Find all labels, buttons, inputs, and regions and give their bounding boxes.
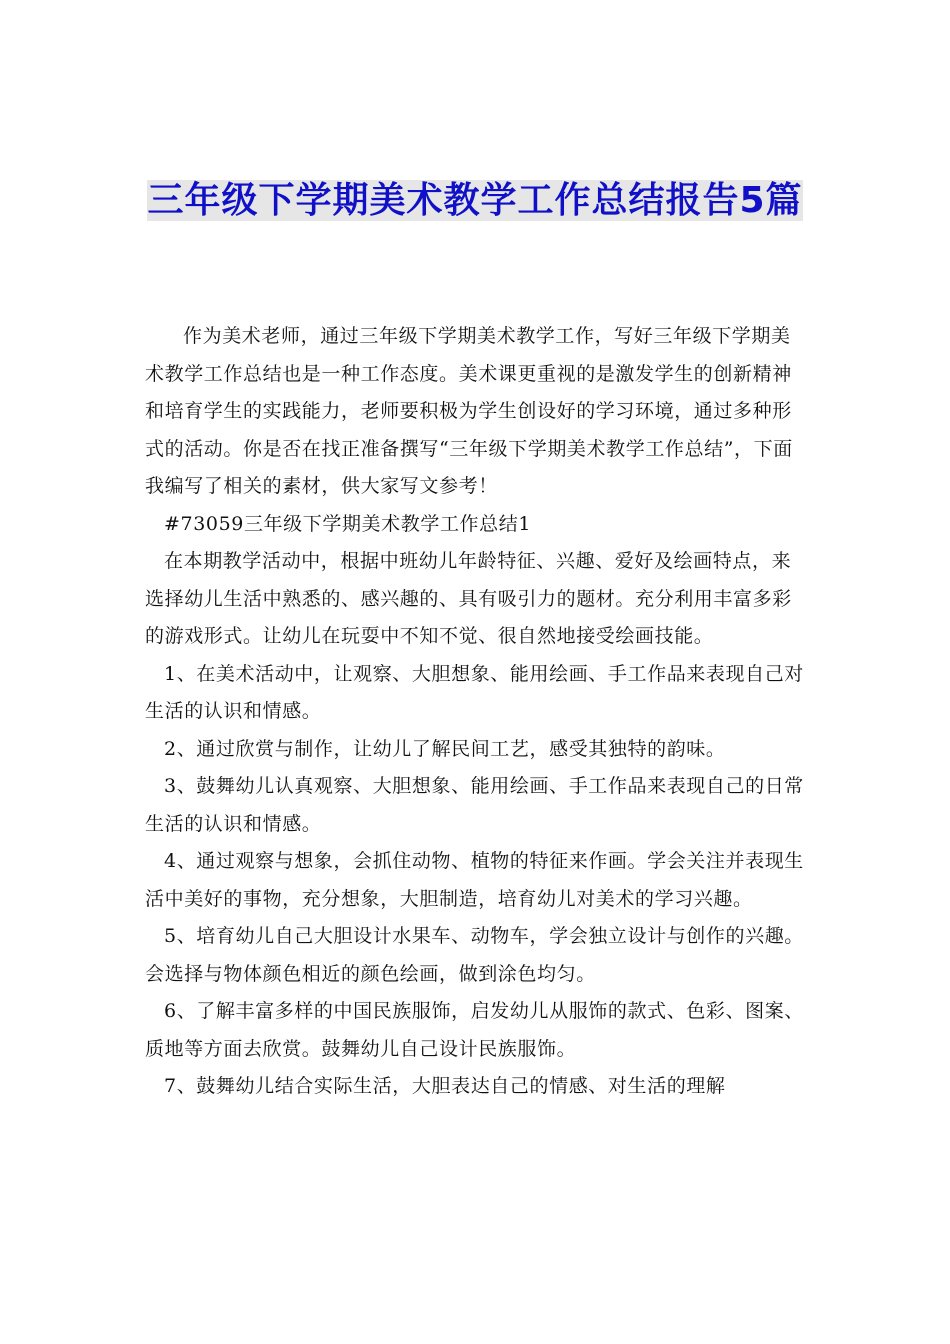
document-body [145,318,810,1106]
list-item-1: 1、在美术活动中，让观察、大胆想象、能用绘画、手工作品来表现自己对生活的认识和情感。 [145,662,804,722]
intro-paragraph: 作为美术老师，通过三年级下学期美术教学工作，写好三年级下学期美术教学工作总结也是一种工作态度。美术课更重视的是激发学生的创新精神和培育学生的实践能力，老师要积极为学生创设好的学习环境，通过多种形式的活动。你是否在找正准备撰写“三年级下学期美术教学工作总结”，下面我编写了相关的素材，供大家写文参考！ [145,325,793,497]
list-item-5: 5、培育幼儿自己大胆设计水果车、动物车，学会独立设计与创作的兴趣。会选择与物体颜色相近的颜色绘画，做到涂色均匀。 [145,925,804,985]
list-item-4: 4、通过观察与想象，会抓住动物、植物的特征来作画。学会关注并表现生活中美好的事物，充分想象，大胆制造，培育幼儿对美术的学习兴趣。 [145,850,804,910]
list-item-2: 2、通过欣赏与制作，让幼儿了解民间工艺，感受其独特的韵味。 [164,737,726,760]
body-paragraph: 在本期教学活动中，根据中班幼儿年龄特征、兴趣、爱好及绘画特点，来选择幼儿生活中熟悉的、感兴趣的、具有吸引力的题材。充分利用丰富多彩的游戏形式。让幼儿在玩耍中不知不觉、很自然地接受绘画技能。 [145,550,792,647]
section-heading: #73059三年级下学期美术教学工作总结1 [164,512,532,535]
document-title: 三年级下学期美术教学工作总结报告5篇 [147,180,803,221]
title-container [120,176,830,226]
list-item-6: 6、了解丰富多样的中国民族服饰，启发幼儿从服饰的款式、色彩、图案、质地等方面去欣赏。鼓舞幼儿自己设计民族服饰。 [145,1000,804,1060]
list-item-7: 7、鼓舞幼儿结合实际生活，大胆表达自己的情感、对生活的理解 [164,1075,726,1097]
list-item-3: 3、鼓舞幼儿认真观察、大胆想象、能用绘画、手工作品来表现自己的日常生活的认识和情感。 [145,775,804,835]
